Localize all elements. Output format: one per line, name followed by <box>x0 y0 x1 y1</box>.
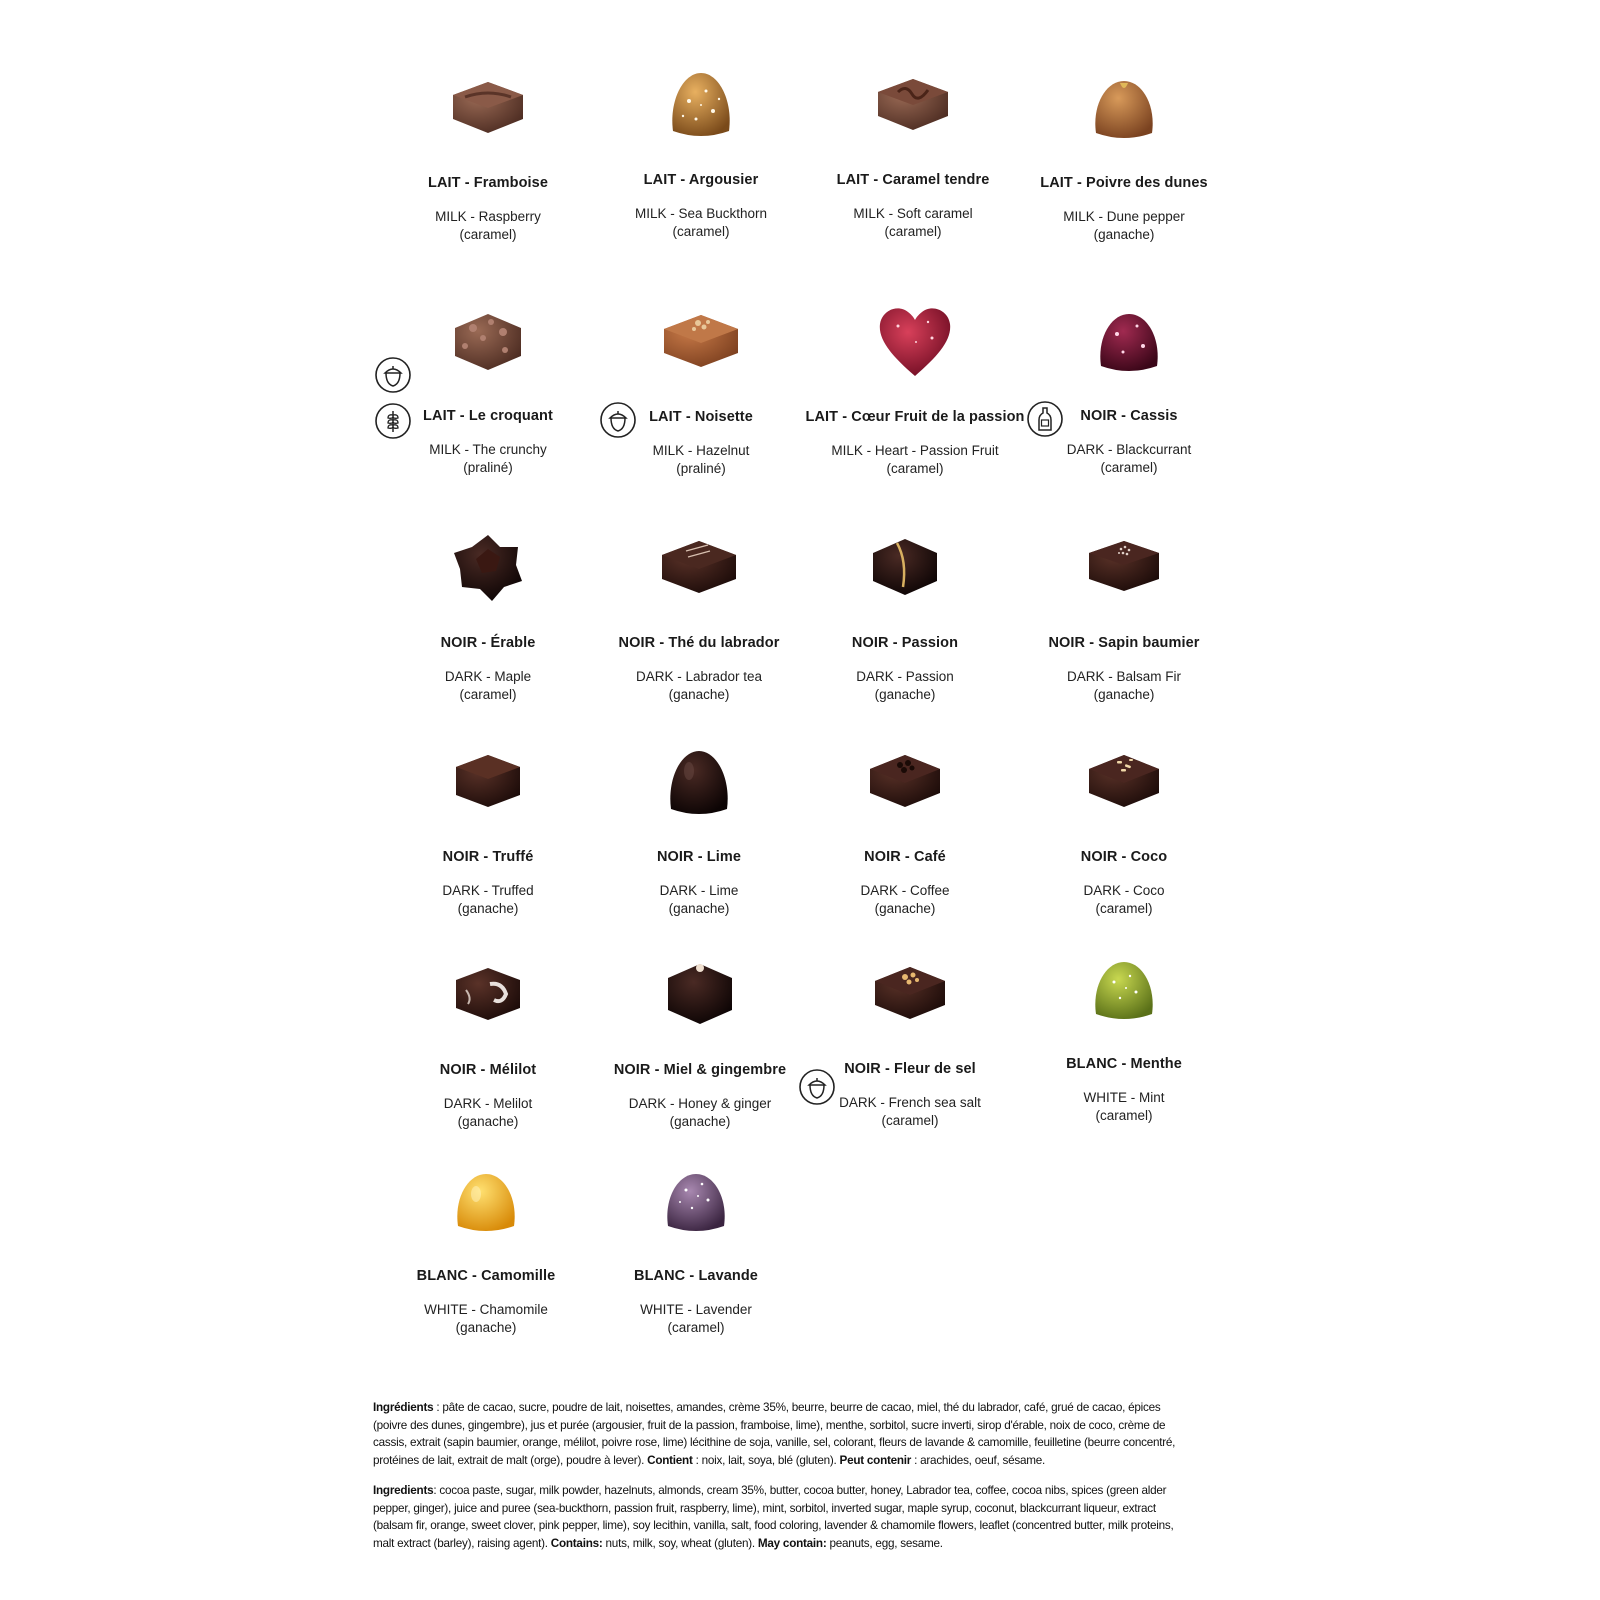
chocolate-card <box>800 517 1010 704</box>
chocolate-name-en: MILK - The crunchy <box>429 442 547 457</box>
star-dark-icon <box>383 517 593 617</box>
square-cocoa-dusted-icon <box>383 731 593 831</box>
chocolate-filling: (caramel) <box>886 461 944 476</box>
heart-red-icon <box>800 291 1030 391</box>
chocolate-name-en: DARK - Balsam Fir <box>1066 669 1181 684</box>
chocolate-name-en: DARK - Coco <box>1083 883 1165 898</box>
chocolate-card <box>805 943 1015 1130</box>
chocolate-card <box>591 1150 801 1337</box>
may-contain-text: peanuts, egg, sesame. <box>826 1535 943 1550</box>
chocolate-name-en: DARK - Labrador tea <box>635 669 763 684</box>
chocolate-filling: (ganache) <box>874 901 936 916</box>
ingredients-label: Ingredients <box>373 1483 434 1497</box>
square-coffee-nibs-icon <box>800 731 1010 831</box>
chocolate-name-en: WHITE - Lavender <box>640 1302 752 1317</box>
contains-label: Contains: <box>550 1535 603 1550</box>
chocolate-filling: (caramel) <box>1095 901 1153 916</box>
chocolate-filling: (praliné) <box>463 460 513 475</box>
dome-yellow-icon <box>381 1150 591 1250</box>
chocolate-name-en: MILK - Heart - Passion Fruit <box>831 443 999 458</box>
chocolate-name-fr: NOIR - Lime <box>656 849 742 865</box>
chocolate-name-en: MILK - Raspberry <box>435 209 541 224</box>
contains-text: nuts, milk, soy, wheat (gluten). <box>602 1535 758 1550</box>
chocolate-filling: (ganache) <box>874 687 936 702</box>
square-stamped-dark-icon <box>594 517 804 617</box>
chocolate-card <box>596 291 806 478</box>
chocolate-name-fr: NOIR - Coco <box>1080 849 1168 865</box>
chocolate-filling: (ganache) <box>1093 687 1155 702</box>
chocolate-name-en: WHITE - Chamomile <box>424 1302 548 1317</box>
nut-allergen-icon <box>798 1068 836 1106</box>
chocolate-card <box>808 54 1018 241</box>
contains-label: Contient <box>647 1452 693 1467</box>
chocolate-name-fr: LAIT - Le croquant <box>423 408 553 424</box>
chocolate-name-fr: BLANC - Lavande <box>634 1268 758 1284</box>
chocolate-name-en: DARK - French sea salt <box>839 1095 981 1110</box>
chocolate-filling: (ganache) <box>457 901 519 916</box>
chocolate-card <box>1019 938 1229 1125</box>
square-milk-chocolate-icon <box>383 57 593 157</box>
may-contain-label: May contain: <box>757 1535 827 1550</box>
chocolate-name-fr: NOIR - Truffé <box>442 849 534 865</box>
square-gold-stripe-icon <box>800 517 1010 617</box>
chocolate-name-fr: LAIT - Poivre des dunes <box>1040 175 1208 191</box>
nut-allergen-icon <box>599 401 637 439</box>
chocolate-filling: (caramel) <box>881 1113 939 1128</box>
chocolate-card <box>383 944 593 1131</box>
chocolate-card <box>800 291 1030 478</box>
chocolate-name-en: MILK - Soft caramel <box>853 206 973 221</box>
square-rough-milk-icon <box>383 290 593 390</box>
chocolate-name-en: MILK - Sea Buckthorn <box>634 206 768 221</box>
dome-green-icon <box>1019 938 1229 1038</box>
chocolate-card <box>381 1150 591 1337</box>
chocolate-card <box>1019 57 1229 244</box>
chocolate-name-fr: NOIR - Passion <box>851 635 959 651</box>
chocolate-name-fr: NOIR - Mélilot <box>439 1062 537 1078</box>
chocolate-card <box>594 731 804 918</box>
square-nut-topping-icon <box>596 291 806 391</box>
chocolate-name-fr: LAIT - Framboise <box>427 175 549 191</box>
dome-gold-icon <box>1019 57 1229 157</box>
chocolate-filling: (ganache) <box>668 687 730 702</box>
chocolate-filling: (caramel) <box>1095 1108 1153 1123</box>
chocolate-card <box>1019 517 1229 704</box>
chocolate-filling: (ganache) <box>455 1320 517 1335</box>
wheat-allergen-icon <box>374 402 412 440</box>
chocolate-card <box>596 54 806 241</box>
chocolate-name-en: DARK - Passion <box>856 669 954 684</box>
chocolate-name-fr: LAIT - Caramel tendre <box>836 172 990 188</box>
chocolate-filling: (caramel) <box>884 224 942 239</box>
chocolate-filling: (caramel) <box>667 1320 725 1335</box>
chocolate-name-fr: LAIT - Noisette <box>649 409 753 425</box>
nut-allergen-icon <box>374 356 412 394</box>
chocolate-name-fr: NOIR - Miel & gingembre <box>613 1062 787 1078</box>
may-contain-label: Peut contenir <box>839 1452 912 1467</box>
dome-lavender-icon <box>591 1150 801 1250</box>
chocolate-name-fr: BLANC - Camomille <box>416 1268 556 1284</box>
chocolate-name-fr: NOIR - Cassis <box>1080 408 1178 424</box>
square-marbled-dark-icon <box>383 944 593 1044</box>
chocolate-name-en: DARK - Coffee <box>860 883 950 898</box>
contains-text: : noix, lait, soya, blé (gluten). <box>692 1452 840 1467</box>
chocolate-card <box>383 57 593 244</box>
chocolate-name-fr: NOIR - Café <box>864 849 946 865</box>
chocolate-name-en: DARK - Honey & ginger <box>628 1096 772 1111</box>
chocolate-name-fr: BLANC - Menthe <box>1066 1056 1182 1072</box>
alcohol-allergen-icon <box>1026 400 1064 438</box>
square-dark-tall-icon <box>595 944 805 1044</box>
chocolate-name-en: WHITE - Mint <box>1083 1090 1165 1105</box>
chocolate-name-en: DARK - Lime <box>659 883 739 898</box>
dome-dark-icon <box>594 731 804 831</box>
chocolate-name-fr: LAIT - Argousier <box>643 172 759 188</box>
chocolate-name-fr: LAIT - Cœur Fruit de la passion <box>805 409 1025 425</box>
ingredients-french <box>373 1399 1182 1469</box>
chocolate-filling: (caramel) <box>1100 460 1158 475</box>
chocolate-filling: (caramel) <box>672 224 730 239</box>
may-contain-text: : arachides, oeuf, sésame. <box>911 1452 1046 1467</box>
square-milk-swirl-icon <box>808 54 1018 154</box>
square-salt-topping-icon <box>805 943 1015 1043</box>
chocolate-name-en: DARK - Truffed <box>442 883 534 898</box>
chocolate-card <box>800 731 1010 918</box>
chocolate-filling: (ganache) <box>1093 227 1155 242</box>
square-fir-print-icon <box>1019 517 1229 617</box>
chocolate-filling: (caramel) <box>459 227 517 242</box>
dome-purple-icon <box>1024 290 1234 390</box>
chocolate-card <box>1024 290 1234 477</box>
chocolate-card <box>595 944 805 1131</box>
chocolate-filling: (ganache) <box>457 1114 519 1129</box>
chocolate-filling: (ganache) <box>669 1114 731 1129</box>
dome-orange-speckled-icon <box>596 54 806 154</box>
ingredients-label: Ingrédients <box>373 1400 434 1414</box>
chocolate-name-en: MILK - Hazelnut <box>652 443 750 458</box>
chocolate-name-en: DARK - Blackcurrant <box>1066 442 1192 457</box>
chocolate-card <box>383 731 593 918</box>
chocolate-card <box>383 517 593 704</box>
chocolate-card <box>594 517 804 704</box>
chocolate-name-fr: NOIR - Érable <box>440 635 536 651</box>
chocolate-filling: (caramel) <box>459 687 517 702</box>
square-coconut-topping-icon <box>1019 731 1229 831</box>
chocolate-name-en: DARK - Maple <box>444 669 532 684</box>
chocolate-name-fr: NOIR - Thé du labrador <box>618 635 780 651</box>
chocolate-name-fr: NOIR - Fleur de sel <box>844 1061 976 1077</box>
chocolate-filling: (ganache) <box>668 901 730 916</box>
ingredients-text: : cocoa paste, sugar, milk powder, hazelnuts, almonds, cream 35%, butter, cocoa butter, honey, Labrador tea, coffee, cocoa nibs, spices (green alder pepper, ginger), juice and puree (sea-buckthorn, passion fruit, raspberry, lime), mint, sorbitol, inverted sugar, maple syrup, coconut, blackcurrant liqueur, extract (balsam fir, orange, sweet clover, pink pepper, lime), soy lecithin, vanilla, salt, food coloring, lavender & chamomile flowers, leaflet (concentred butter, milk proteins, malt extract (barley), raising agent). <box>373 1483 1174 1550</box>
ingredients-english <box>373 1482 1182 1552</box>
chocolate-name-fr: NOIR - Sapin baumier <box>1048 635 1200 651</box>
chocolate-filling: (praliné) <box>676 461 726 476</box>
chocolate-card <box>383 290 593 477</box>
chocolate-name-en: DARK - Melilot <box>443 1096 533 1111</box>
chocolate-card <box>1019 731 1229 918</box>
ingredients-text: : pâte de cacao, sucre, poudre de lait, noisettes, amandes, crème 35%, beurre, beurre de cacao, miel, thé du labrador, café, grué de cacao, épices (poivre des dunes, gingembre), jus et purée (argousier, fruit de la passion, framboise, lime), menthe, sorbitol, sucre inverti, sirop d'érable, noix de coco, crème de cassis, extrait (sapin baumier, orange, mélilot, poivre rose, lime) lécithine de soja, vanille, sel, colorant, fleurs de lavande & camomille, feuilletine (beurre concentré, protéines de lait, extrait de malt (orge), poudre à lever). <box>373 1400 1176 1467</box>
chocolate-name-en: MILK - Dune pepper <box>1063 209 1185 224</box>
